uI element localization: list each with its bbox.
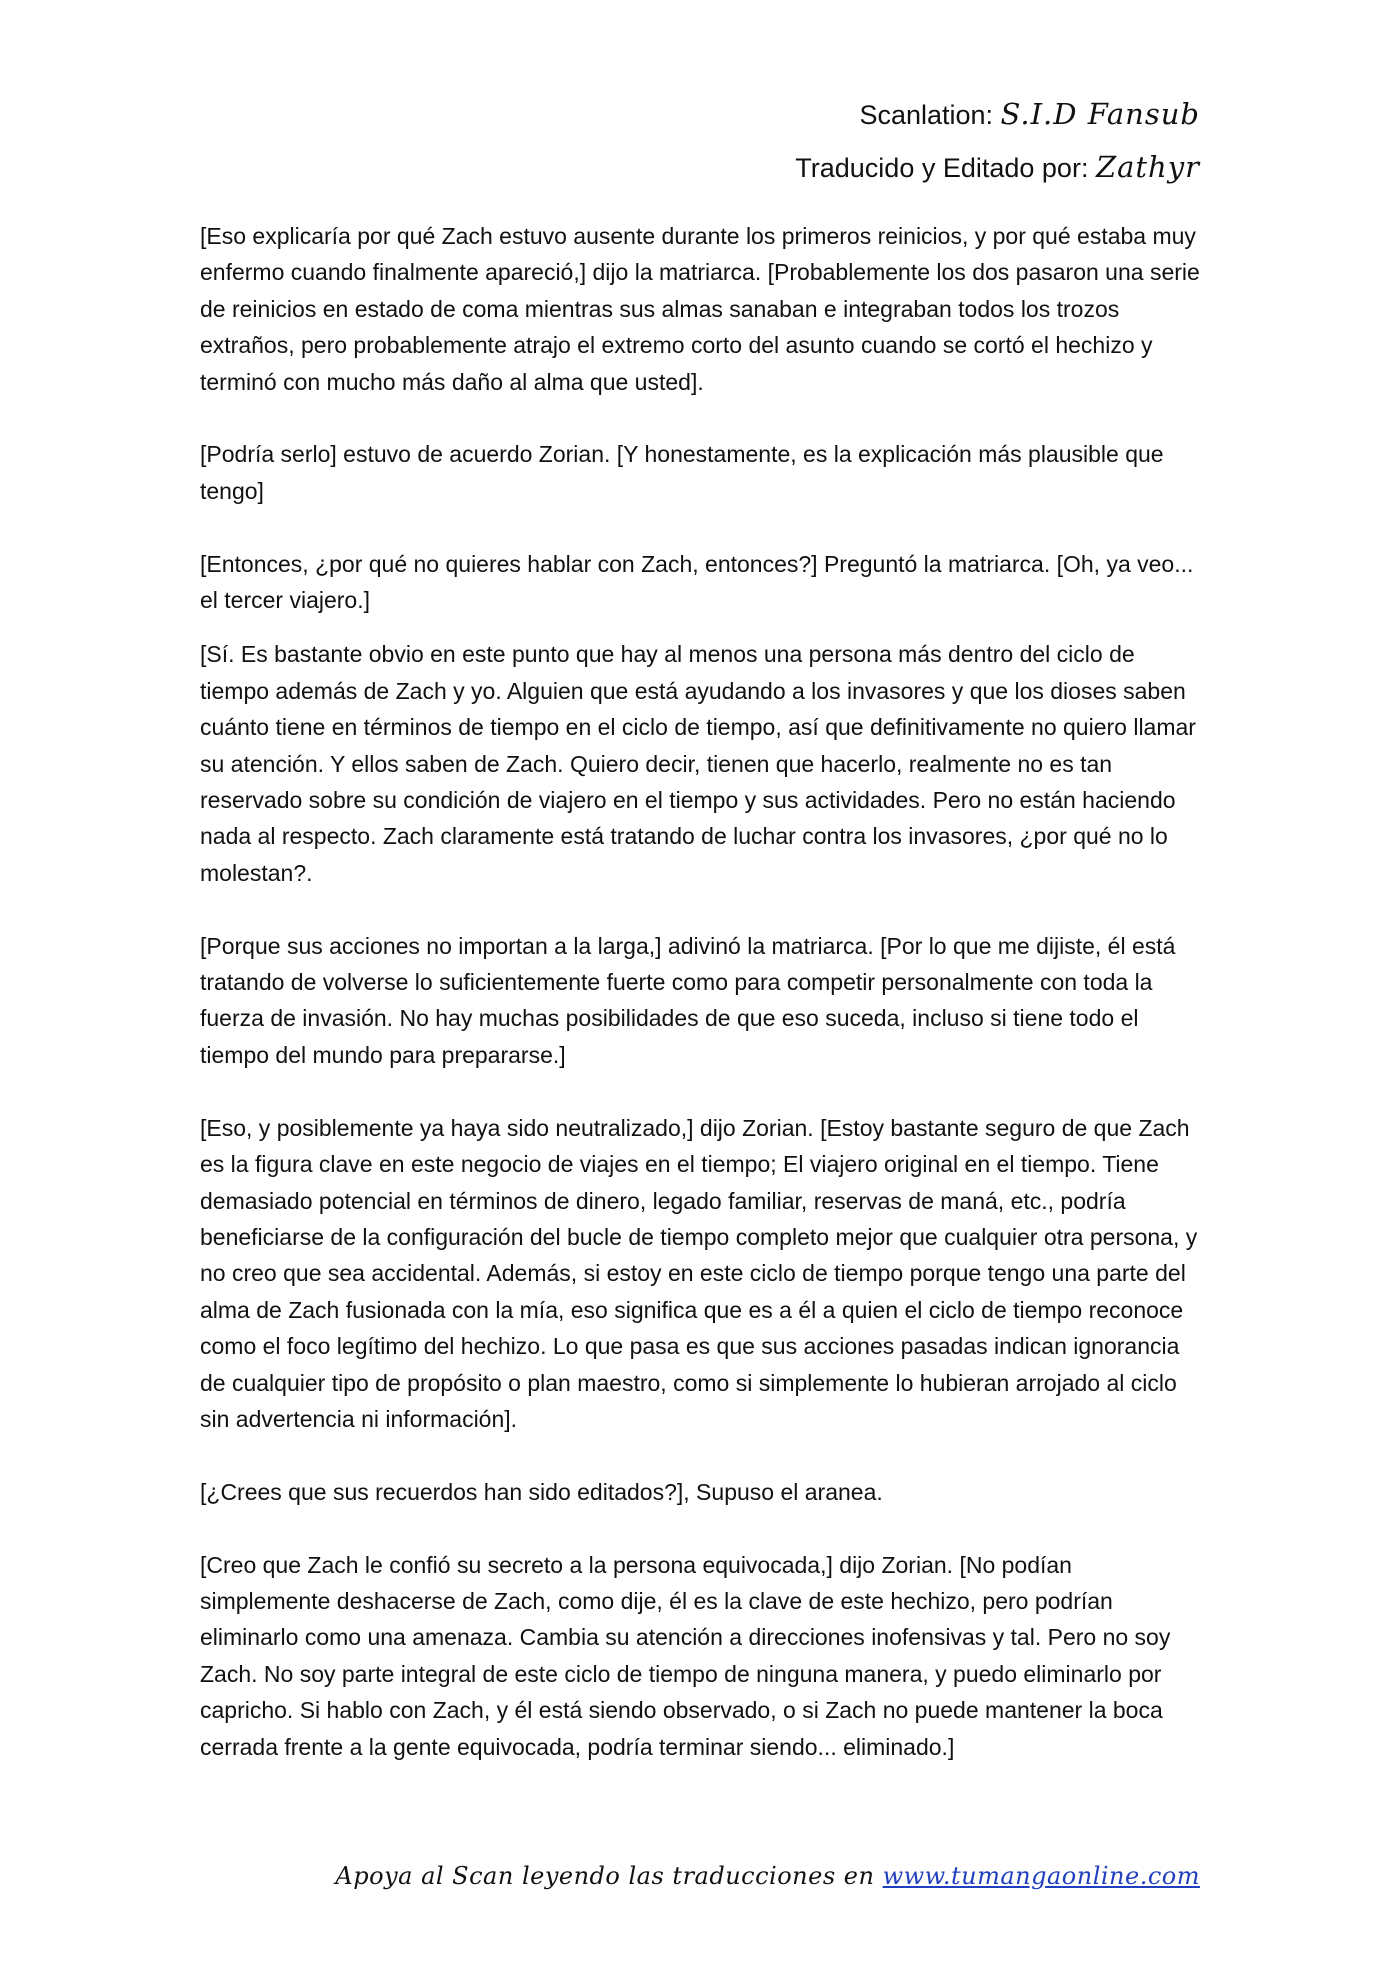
paragraph: [Creo que Zach le confió su secreto a la persona equivocada,] dijo Zorian. [No podían simplemente deshacerse de Zach, como dije, él es la clave de este hechizo, pero podrían eliminarlo como una amenaza. Cambia su atención a direcciones inofensivas y tal. Pero no soy Zach. No soy parte integral de este ciclo de tiempo de ninguna manera, y puedo eliminarlo por capricho. Si hablo con Zach, y él está siendo observado, o si Zach no puede mantener la boca cerrada frente a la gente equivocada, podría terminar siendo... eliminado.]	[200, 1551, 1171, 1760]
credits-block	[795, 88, 1200, 194]
paragraph: [Eso, y posiblemente ya haya sido neutralizado,] dijo Zorian. [Estoy bastante seguro de que Zach es la figura clave en este negocio de viajes en el tiempo; El viajero original en el tiempo. Tiene demasiado potencial en términos de dinero, legado familiar, reservas de maná, etc., podría beneficiarse de la configuración del bucle de tiempo completo mejor que cualquier otra persona, y no creo que sea accidental. Además, si estoy en este ciclo de tiempo porque tengo una parte del alma de Zach fusionada con la mía, eso significa que es a él a quien el ciclo de tiempo reconoce como el foco legítimo del hechizo. Lo que pasa es que sus acciones pasadas indican ignorancia de cualquier tipo de propósito o plan maestro, como si simplemente lo hubieran arrojado al ciclo sin advertencia ni información].	[200, 1114, 1198, 1432]
paragraph: [Sí. Es bastante obvio en este punto que hay al menos una persona más dentro del ciclo de tiempo además de Zach y yo. Alguien que está ayudando a los invasores y que los dioses saben cuánto tiene en términos de tiempo en el ciclo de tiempo, así que definitivamente no quiero llamar su atención. Y ellos saben de Zach. Quiero decir, tienen que hacerlo, realmente no es tan reservado sobre su condición de viajero en el tiempo y sus actividades. Pero no están haciendo nada al respecto. Zach claramente está tratando de luchar contra los invasores, ¿por qué no lo molestan?.	[200, 641, 1196, 886]
paragraph: [Entonces, ¿por qué no quieres hablar con Zach, entonces?] Preguntó la matriarca. [Oh, ya veo... el tercer viajero.]	[200, 550, 1194, 614]
scanlation-name: S.I.D Fansub	[1000, 97, 1200, 131]
scanlation-credit	[795, 88, 1200, 141]
footer-text: Apoya al Scan leyendo las traducciones en	[335, 1862, 875, 1890]
paragraph: [Eso explicaría por qué Zach estuvo ausente durante los primeros reinicios, y por qué estaba muy enfermo cuando finalmente apareció,] dijo la matriarca. [Probablemente los dos pasaron una serie de reinicios en estado de coma mientras sus almas sanaban e integraban todos los trozos extraños, pero probablemente atrajo el extremo corto del asunto cuando se cortó el hechizo y terminó con mucho más daño al alma que usted].	[200, 223, 1200, 395]
footer-note	[335, 1862, 1200, 1890]
paragraph: [Porque sus acciones no importan a la larga,] adivinó la matriarca. [Por lo que me dijiste, él está tratando de volverse lo suficientemente fuerte como para competir personalmente con toda la fuerza de invasión. No hay muchas posibilidades de que eso suceda, incluso si tiene todo el tiempo del mundo para prepararse.]	[200, 932, 1176, 1068]
translator-name: Zathyr	[1095, 150, 1200, 184]
paragraph: [Podría serlo] estuvo de acuerdo Zorian. [Y honestamente, es la explicación más plausible que tengo]	[200, 441, 1164, 504]
paragraph: [¿Crees que sus recuerdos han sido editados?], Supuso el aranea.	[200, 1478, 883, 1505]
translator-label: Traducido y Editado por:	[795, 153, 1089, 183]
translator-credit	[795, 141, 1200, 194]
scanlation-label: Scanlation:	[859, 100, 994, 130]
document-body	[200, 218, 1206, 1801]
footer-link[interactable]: www.tumangaonline.com	[882, 1862, 1200, 1890]
